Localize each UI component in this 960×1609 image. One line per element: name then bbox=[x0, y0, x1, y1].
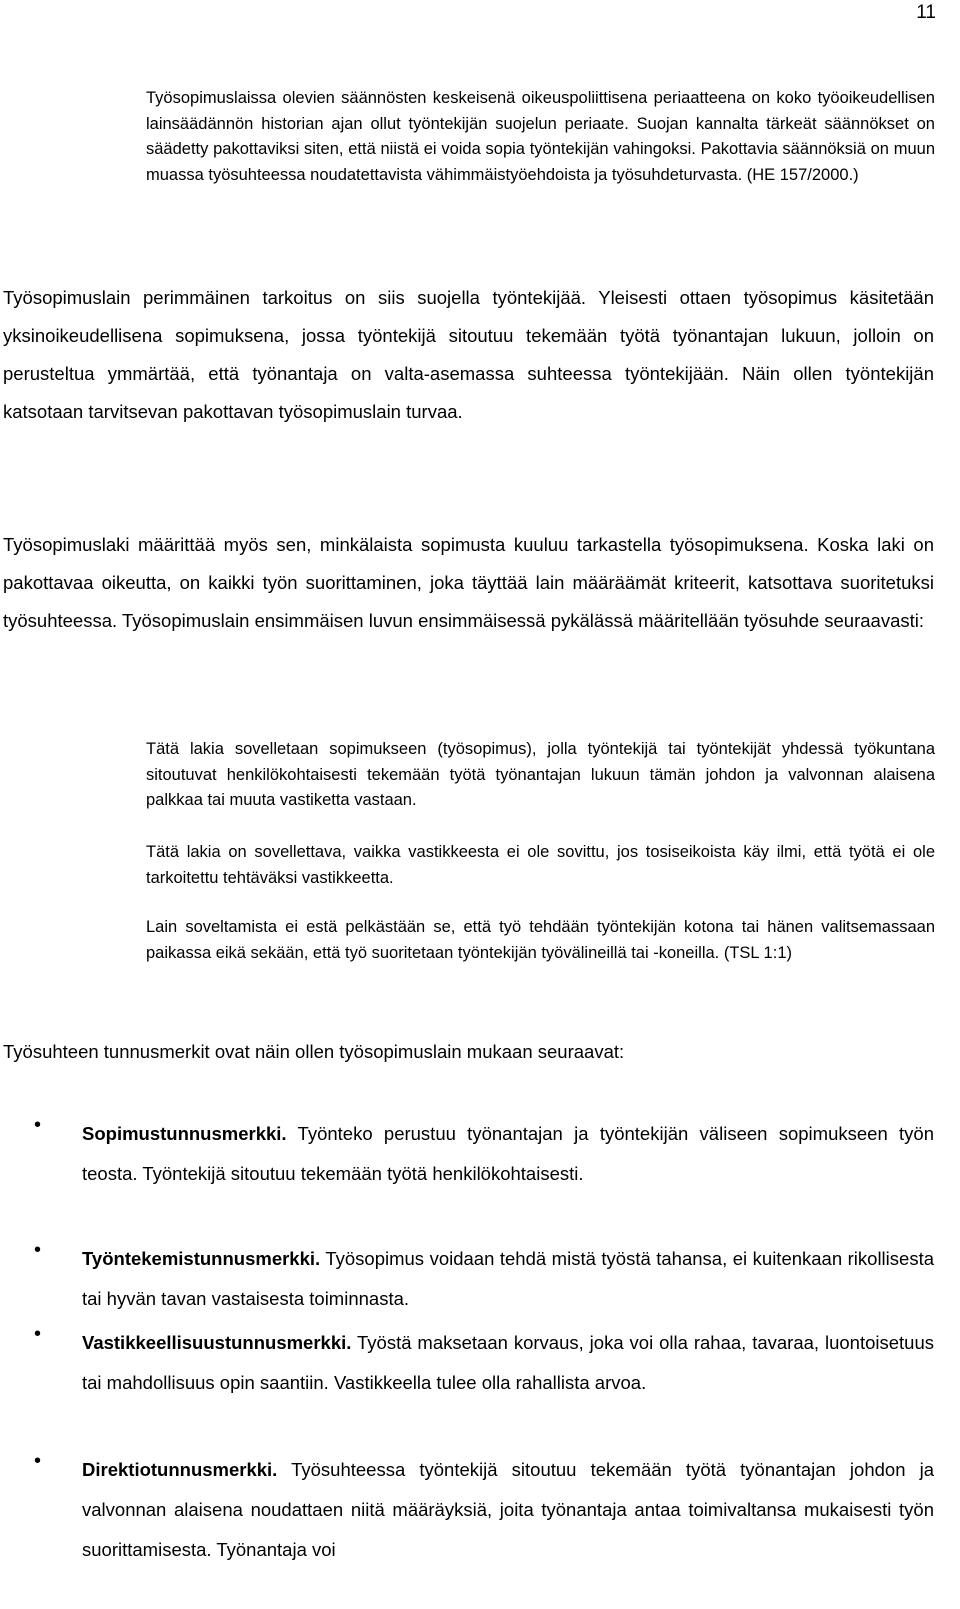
criterion-description: Työstä maksetaan korvaus, joka voi olla rahaa, tavaraa, luontoisetuus tai mahdollisuus opin saantiin. Vastikkeella tulee olla rahallista arvoa. bbox=[82, 1332, 934, 1393]
criterion-term: Sopimustunnusmerkki. bbox=[82, 1123, 287, 1144]
criterion-description: Työnteko perustuu työnantajan ja työntekijän väliseen sopimukseen työn teosta. Työntekijä sitoutuu tekemään työtä henkilökohtaisesti. bbox=[82, 1123, 934, 1184]
criterion-description: Työsopimus voidaan tehdä mistä työstä tahansa, ei kuitenkaan rikollisesta tai hyvän tavan vastaisesta toiminnasta. bbox=[82, 1248, 934, 1309]
bullet-icon: • bbox=[34, 1323, 42, 1345]
bullet-icon: • bbox=[34, 1114, 42, 1136]
law-quote-paragraph: Lain soveltamista ei estä pelkästään se, että työ tehdään työntekijän kotona tai hänen valitsemassaan paikassa eikä sekään, että työ suoritetaan työntekijän työvälineillä tai -koneilla. (TSL 1:1) bbox=[146, 918, 935, 962]
criterion-term: Vastikkeellisuustunnusmerkki. bbox=[82, 1332, 352, 1353]
law-quote-paragraph: Tätä lakia on sovellettava, vaikka vastikkeesta ei ole sovittu, jos tosiseikoista käy ilmi, että työtä ei ole tarkoitettu tehtäväksi vastikkeetta. bbox=[146, 843, 935, 887]
bullet-icon: • bbox=[34, 1239, 42, 1261]
list-item-text bbox=[82, 1323, 934, 1403]
bullet-icon: • bbox=[34, 1450, 42, 1472]
list-item-text bbox=[82, 1450, 934, 1570]
criteria-intro: Työsuhteen tunnusmerkit ovat näin ollen työsopimuslain mukaan seuraavat: bbox=[3, 1041, 625, 1062]
criterion-term: Direktiotunnusmerkki. bbox=[82, 1459, 278, 1480]
list-item-text bbox=[82, 1239, 934, 1319]
paragraph-purpose: Työsopimuslain perimmäinen tarkoitus on siis suojella työntekijää. Yleisesti ottaen työsopimus käsitetään yksinoikeudellisena sopimuksena, jossa työntekijä sitoutuu tekemään työtä työnantajan lukuun, jolloin on perusteltua ymmärtää, että työnantaja on valta-asemassa suhteessa työntekijään. Näin ollen työntekijän katsotaan tarvitsevan pakottavan työsopimuslain turvaa. bbox=[3, 287, 934, 422]
paragraph-definition: Työsopimuslaki määrittää myös sen, minkälaista sopimusta kuuluu tarkastella työsopimuksena. Koska laki on pakottavaa oikeutta, on kaikki työn suorittaminen, joka täyttää lain määräämät kriteerit, katsottava suoritetuksi työsuhteessa. Työsopimuslain ensimmäisen luvun ensimmäisessä pykälässä määritellään työsuhde seuraavasti: bbox=[3, 534, 934, 631]
law-quote-paragraph: Tätä lakia sovelletaan sopimukseen (työsopimus), jolla työntekijä tai työntekijät yhdessä työkuntana sitoutuvat henkilökohtaisesti tekemään työtä työnantajan lukuun tämän johdon ja valvonnan alaisena palkkaa tai muuta vastiketta vastaan. bbox=[146, 740, 935, 809]
list-item-text bbox=[82, 1114, 934, 1194]
criterion-description: Työsuhteessa työntekijä sitoutuu tekemään työtä työnantajan johdon ja valvonnan alaisena noudattaen niitä määräyksiä, joita työnantaja antaa toimivaltansa mukaisesti työn suorittamisesta. Työnantaja voi bbox=[82, 1459, 934, 1560]
intro-quote: Työsopimuslaissa olevien säännösten keskeisenä oikeuspoliittisena periaatteena on koko työoikeudellisen lainsäädännön historian ajan ollut työntekijän suojelun periaate. Suojan kannalta tärkeät säännökset on säädetty pakottaviksi siten, että niistä ei voida sopia työntekijän vahingoksi. Pakottavia säännöksiä on muun muassa työsuhteessa noudatettavista vähimmäistyöehdoista ja työsuhdeturvasta. (HE 157/2000.) bbox=[146, 89, 935, 184]
criterion-term: Työntekemistunnusmerkki. bbox=[82, 1248, 321, 1269]
page-number: 11 bbox=[916, 2, 936, 23]
